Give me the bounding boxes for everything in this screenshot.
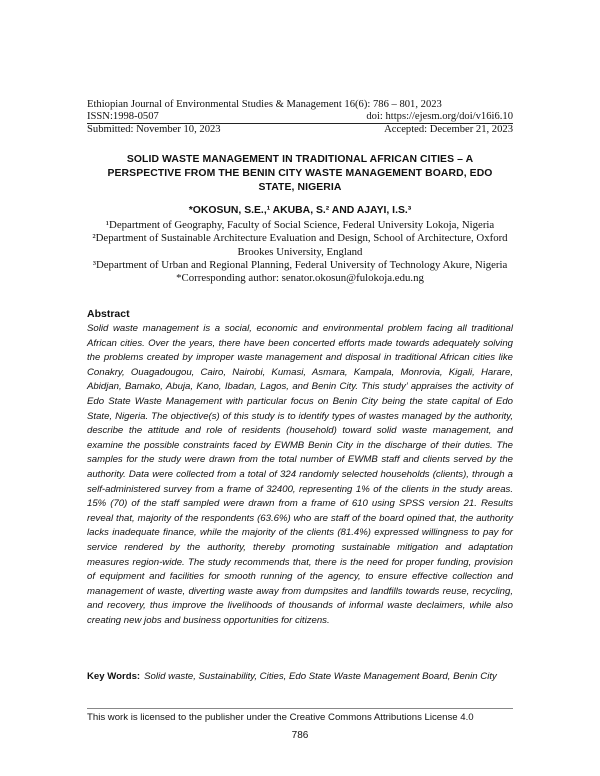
abstract-heading: Abstract bbox=[87, 308, 130, 320]
doi-link[interactable]: doi: https://ejesm.org/doi/v16i6.10 bbox=[366, 111, 513, 122]
author-list: *OKOSUN, S.E.,¹ AKUBA, S.² AND AJAYI, I.S.³ bbox=[188, 205, 412, 216]
keywords bbox=[87, 670, 513, 684]
accepted-date: Accepted: December 21, 2023 bbox=[384, 124, 513, 135]
affiliations bbox=[87, 219, 513, 285]
affiliation-1: ¹Department of Geography, Faculty of Social Science, Federal University Lokoja, Nigeria bbox=[105, 219, 495, 231]
journal-citation: Ethiopian Journal of Environmental Studies & Management 16(6): 786 – 801, 2023 bbox=[87, 99, 442, 110]
submitted-date: Submitted: November 10, 2023 bbox=[87, 124, 221, 135]
corresponding-author: *Corresponding author: senator.okosun@fulokoja.edu.ng bbox=[176, 272, 424, 285]
dates-row bbox=[87, 124, 513, 136]
issn: ISSN:1998-0507 bbox=[87, 111, 159, 122]
footer-divider bbox=[87, 708, 513, 709]
issn-doi-row bbox=[87, 111, 513, 123]
keywords-text: Solid waste, Sustainability, Cities, Edo State Waste Management Board, Benin City bbox=[144, 671, 497, 682]
paper-title: SOLID WASTE MANAGEMENT IN TRADITIONAL AFRICAN CITIES – A PERSPECTIVE FROM THE BENIN CITY WASTE MANAGEMENT BOARD, EDO STATE, NIGERIA bbox=[107, 154, 493, 193]
license-notice: This work is licensed to the publisher under the Creative Commons Attributions License 4.0 bbox=[87, 712, 474, 723]
affiliation-2: ²Department of Sustainable Architecture Evaluation and Design, School of Architecture, Oxford Brookes University, England bbox=[92, 232, 508, 258]
keywords-label: Key Words: bbox=[87, 671, 141, 682]
affiliation-3: ³Department of Urban and Regional Planning, Federal University of Technology Akure, Nigeria bbox=[92, 258, 508, 271]
page-number: 786 bbox=[291, 730, 309, 741]
abstract-text: Solid waste management is a social, economic and environmental problem facing all traditional African cities. Over the years, there have been concerted efforts made towards adequately solving the problems created by improper waste management and disposal in traditional African cities like Conakry, Ouagadougou, Cairo, Nairobi, Kumasi, Asmara, Kampala, Monrovia, Kigali, Harare, Abidjan, Bamako, Abuja, Kano, Ibadan, Lagos, and Benin City. This study’ appraises the activity of Edo State Waste Management with particular focus on Benin City being the state capital of Edo State, Nigeria. The objective(s) of this study is to identify types of wastes managed by the authority, describe the attitude and role of residents (household) toward solid waste management, and examine the possible constraints faced by EWMB Benin City in the discharge of their duties. The samples for the study were drawn from the total number of EWMB staff and clients served by the authority. Data were collected from a total of 324 randomly selected households (clients), through a self-administered survey from a frame of 32400, representing 1% of the clients in the study areas. 15% (70) of the staff sampled were drawn from a frame of 610 using SPSS version 21. Results reveal that, majority of the respondents (63.6%) who are staff of the board opined that, the authority lacks inadequate finance, while the majority of the clients (81.4%) expressed willingness to pay for service rendered by the authority, thereby promoting sustainable mitigation and adaptation measures region-wide. The study recommends that, there is the need for proper funding, provision of equipment and facilities for smooth running of the agency, to ensure effective collection and management of waste, diverting waste away from dumpsites and landfills towards reuse, recycling, and recovery, thus improve the livelihoods of thousands of informal waste declaimers, while also creating new jobs and business opportunities for citizens. bbox=[87, 323, 513, 626]
